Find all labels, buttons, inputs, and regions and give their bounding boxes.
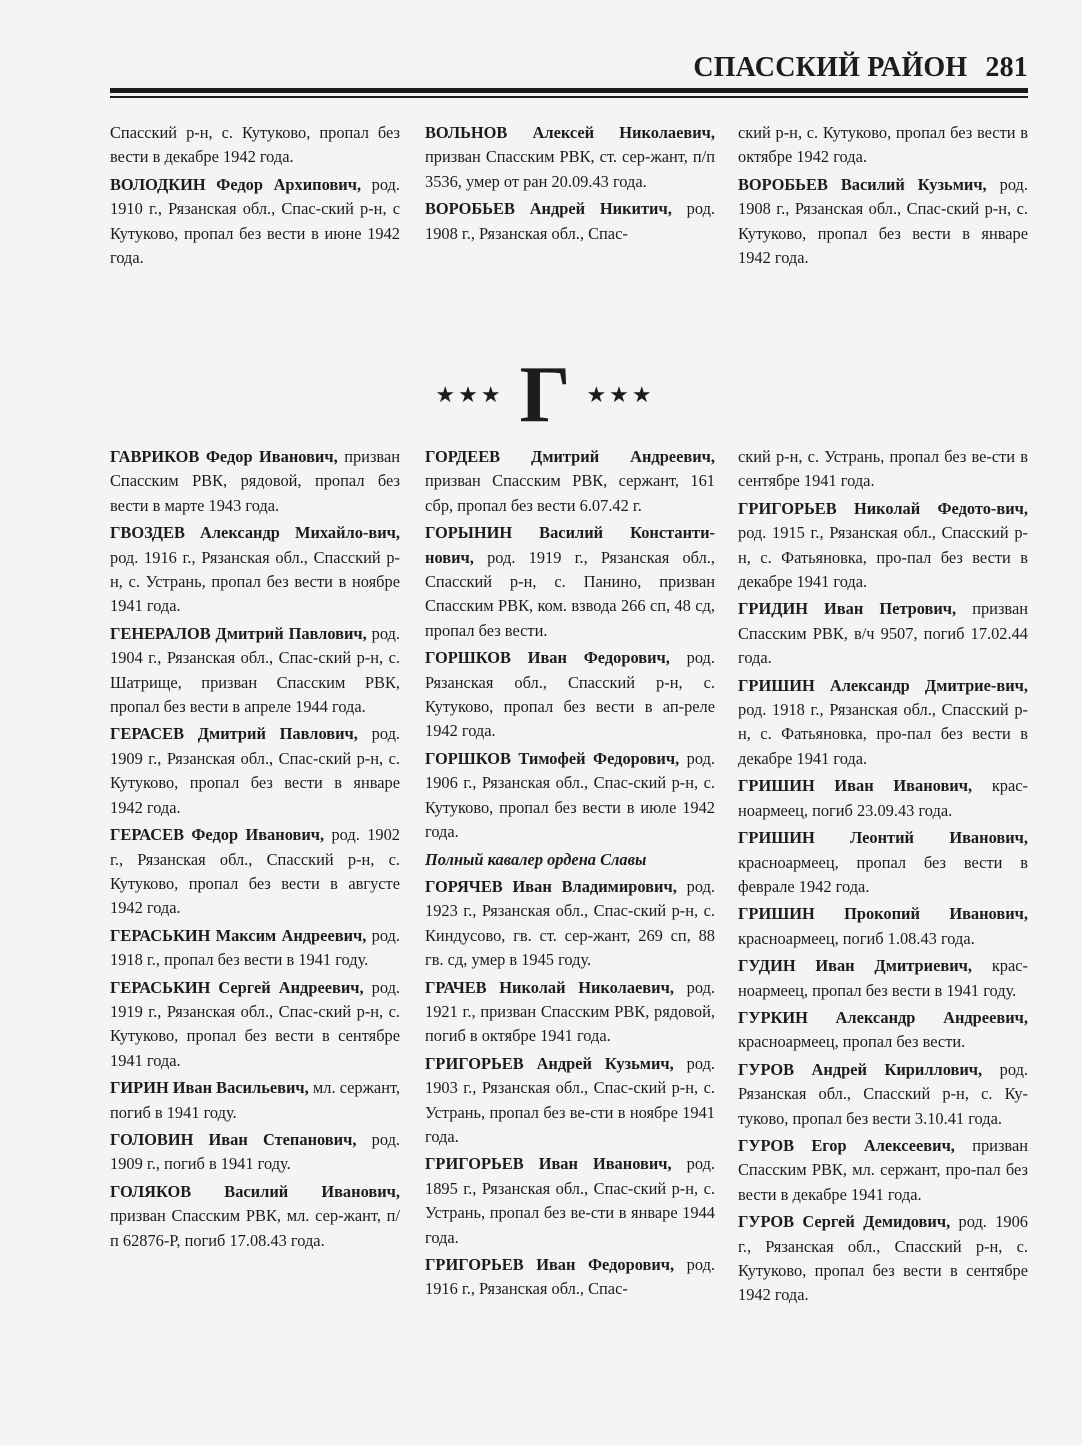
- person-name: ГРИГОРЬЕВ Николай Федото-вич,: [738, 498, 1028, 518]
- person-name: ВОРОБЬЕВ Андрей Никитич,: [425, 199, 672, 219]
- person-name: ГИРИН Иван Васильевич,: [110, 1078, 309, 1098]
- person-name: ГЕРАСЬКИН Максим Андреевич,: [110, 925, 367, 945]
- person-name: ГРИШИН Леонтий Иванович,: [738, 828, 1028, 848]
- person-name: ГОЛЯКОВ Василий Иванович,: [110, 1181, 400, 1201]
- person-entry: [425, 747, 715, 845]
- person-name: ГРИШИН Александр Дмитрие-вич,: [738, 675, 1028, 695]
- person-entry: [738, 1134, 1028, 1207]
- person-details: род. 1895 г., Рязанская обл., Спас-ский р-н, с. Устрань, пропал без ве-сти в январе 1944 года.: [425, 1154, 715, 1247]
- person-entry: [110, 1128, 400, 1177]
- person-entry: [425, 197, 715, 246]
- person-entry: [738, 497, 1028, 595]
- person-entry: [425, 976, 715, 1049]
- person-details: род. 1908 г., Рязанская обл., Спас-ский р-н, с. Кутуково, пропал без вести в январе 1942 года.: [738, 174, 1028, 268]
- person-name: ГРИШИН Иван Иванович,: [738, 776, 973, 796]
- person-entry: [738, 173, 1028, 271]
- person-entry: [738, 826, 1028, 899]
- person-details: Спасский р-н, с. Кутуково, пропал без вести в декабре 1942 года.: [110, 123, 400, 167]
- award-subheading: Полный кавалер ордена Славы: [425, 849, 647, 869]
- person-details: призван Спасским РВК, ст. сер-жант, п/п 3536, умер от ран 20.09.43 года.: [425, 147, 715, 191]
- person-details: род. 1903 г., Рязанская обл., Спас-ский р-н, с. Устрань, пропал без ве-сти в ноябре 1941 года.: [425, 1053, 715, 1146]
- person-entry: [110, 722, 400, 820]
- person-details: крас-ноармеец, погиб 23.09.43 года.: [738, 776, 1028, 820]
- person-details: род. 1919 г., Рязанская обл., Спас-ский р-н, с. Кутуково, пропал без вести в сентябре 1941 года.: [110, 977, 401, 1070]
- person-entry: [738, 1210, 1028, 1308]
- person-entry: [425, 646, 715, 744]
- person-details: род. Рязанская обл., Спасский р-н, с. Ку-туково, пропал без вести 3.10.41 года.: [738, 1059, 1028, 1128]
- top-column-2: [425, 121, 715, 249]
- person-name: ГОРЫНИН Василий Константи-нович,: [425, 523, 715, 567]
- person-name: ГРАЧЕВ Николай Николаевич,: [425, 977, 674, 997]
- person-name: ГАВРИКОВ Федор Иванович,: [110, 447, 338, 466]
- person-name: ВОЛОДКИН Федор Архипович,: [110, 174, 362, 194]
- person-name: ГОРШКОВ Тимофей Федорович,: [425, 748, 680, 768]
- person-details: призван Спасским РВК, рядовой, пропал без вести в марте 1943 года.: [110, 447, 400, 515]
- top-column-1: [110, 121, 400, 273]
- person-details: род. 1909 г., погиб в 1941 году.: [110, 1129, 401, 1174]
- person-name: ГОЛОВИН Иван Степанович,: [110, 1129, 357, 1149]
- person-details: призван Спасским РВК, сержант, 161 сбр, пропал без вести 6.07.42 г.: [425, 471, 715, 515]
- person-details: род. 1906 г., Рязанская обл., Спасский р-н, с. Кутуково, пропал без вести в сентябре 1942 года.: [738, 1212, 1028, 1305]
- person-name: ВОРОБЬЕВ Василий Кузьмич,: [738, 174, 987, 194]
- person-name: ГУРОВ Сергей Демидович,: [738, 1212, 951, 1232]
- person-entry: [425, 445, 715, 518]
- person-entry: [738, 1058, 1028, 1131]
- column-1: [110, 445, 400, 1256]
- person-entry: [110, 445, 400, 518]
- person-name: ГЕРАСЬКИН Сергей Андреевич,: [110, 977, 364, 997]
- person-details: род. 1916 г., Рязанская обл., Спасский р-н, с. Устрань, пропал без вести в ноябре 1941 года.: [110, 547, 400, 616]
- person-details: ский р-н, с. Кутуково, пропал без вести в октябре 1942 года.: [738, 123, 1028, 167]
- person-details: род. 1909 г., Рязанская обл., Спас-ский р-н, с. Кутуково, пропал без вести в январе 1942 года.: [110, 724, 400, 817]
- person-entry: [738, 954, 1028, 1003]
- person-name: ГРИШИН Прокопий Иванович,: [738, 904, 1028, 924]
- person-entry: [425, 521, 715, 643]
- person-entry: [110, 924, 400, 973]
- person-details: род. 1918 г., Рязанская обл., Спасский р-н, с. Фатьяновка, про-пал без вести в декабре 1941 года.: [738, 700, 1028, 768]
- person-entry: [425, 1253, 715, 1302]
- person-entry: [425, 1152, 715, 1250]
- person-details: крас-ноармеец, пропал без вести в 1941 году.: [738, 956, 1028, 1000]
- person-entry: [738, 902, 1028, 951]
- person-name: ГРИДИН Иван Петрович,: [738, 599, 957, 619]
- person-details: мл. сержант, погиб в 1941 году.: [110, 1078, 400, 1122]
- person-details: род. 1904 г., Рязанская обл., Спас-ский р-н, с. Шатрище, призван Спасским РВК, пропал без вести в апреле 1944 года.: [110, 623, 400, 717]
- person-details: род. 1916 г., Рязанская обл., Спас-: [425, 1255, 715, 1299]
- column-2: [425, 445, 715, 1305]
- person-details: род. 1906 г., Рязанская обл., Спас-ский р-н, с. Кутуково, пропал без вести в июле 1942 года.: [425, 748, 715, 842]
- person-name: ГРИГОРЬЕВ Андрей Кузьмич,: [425, 1053, 674, 1073]
- person-name: ГЕНЕРАЛОВ Дмитрий Павлович,: [110, 623, 367, 643]
- person-name: ГУДИН Иван Дмитриевич,: [738, 956, 973, 976]
- person-details: красноармеец, погиб 1.08.43 года.: [738, 928, 975, 948]
- person-name: ГУРОВ Андрей Кириллович,: [738, 1059, 983, 1079]
- person-details: род. 1902 г., Рязанская обл., Спасский р-н, с. Кутуково, пропал без вести в августе 1942 года.: [110, 825, 400, 918]
- person-entry: [110, 823, 400, 921]
- person-entry: [738, 674, 1028, 772]
- person-entry: [110, 976, 400, 1074]
- header-rule-thick: [110, 88, 1028, 93]
- person-name: ГУРОВ Егор Алексеевич,: [738, 1135, 955, 1155]
- stars-left-icon: ★★★: [435, 382, 504, 407]
- person-entry: [425, 875, 715, 973]
- person-details: род. Рязанская обл., Спасский р-н, с. Кутуково, пропал без вести в ап-реле 1942 года.: [425, 648, 715, 741]
- person-name: ВОЛЬНОВ Алексей Николаевич,: [425, 123, 715, 142]
- person-name: ГВОЗДЕВ Александр Михайло-вич,: [110, 523, 400, 543]
- section-letter: Г: [519, 351, 571, 439]
- person-details: род. 1919 г., Рязанская обл., Спасский р-н, с. Панино, призван Спасским РВК, ком. взвода 266 сп, 48 сд, пропал без вести.: [425, 547, 715, 640]
- stars-right-icon: ★★★: [586, 382, 655, 407]
- running-header: [110, 48, 1028, 88]
- person-details: род. 1910 г., Рязанская обл., Спас-ский р-н, с Кутуково, пропал без вести в июне 1942 года.: [110, 174, 400, 268]
- person-entry: [110, 1076, 400, 1125]
- person-name: ГЕРАСЕВ Дмитрий Павлович,: [110, 724, 358, 744]
- person-details: род. 1908 г., Рязанская обл., Спас-: [425, 199, 716, 243]
- person-details: призван Спасским РВК, в/ч 9507, погиб 17.02.44 года.: [738, 599, 1028, 668]
- person-entry: [110, 1180, 400, 1253]
- person-details: красноармеец, пропал без вести.: [738, 1032, 966, 1052]
- person-entry: [425, 1052, 715, 1150]
- person-name: ГОРШКОВ Иван Федорович,: [425, 648, 670, 668]
- person-details: род. 1915 г., Рязанская обл., Спасский р-н, с. Фатьяновка, про-пал без вести в декабре 1941 года.: [738, 523, 1028, 592]
- person-entry: [425, 121, 715, 194]
- person-details: призван Спасским РВК, мл. сер-жант, п/п 62876-Р, погиб 17.08.43 года.: [110, 1206, 400, 1250]
- header-rule-thin: [110, 96, 1028, 98]
- person-details: призван Спасским РВК, мл. сержант, про-пал без вести в декабре 1941 года.: [738, 1135, 1028, 1204]
- person-details: род. 1921 г., призван Спасским РВК, рядовой, погиб в октябре 1941 года.: [425, 977, 715, 1046]
- page-number: 281: [985, 52, 1028, 83]
- top-column-3: [738, 121, 1028, 273]
- person-entry: [110, 622, 400, 720]
- person-entry: [110, 121, 400, 170]
- person-entry: [110, 173, 400, 271]
- person-entry: [738, 597, 1028, 670]
- person-name: ГЕРАСЕВ Федор Иванович,: [110, 825, 325, 845]
- person-entry: [738, 121, 1028, 170]
- person-name: ГУРКИН Александр Андреевич,: [738, 1007, 1028, 1027]
- column-3: [738, 445, 1028, 1311]
- section-title: СПАССКИЙ РАЙОН: [693, 52, 968, 83]
- person-entry: [738, 774, 1028, 823]
- person-details: род. 1918 г., пропал без вести в 1941 году.: [110, 925, 400, 970]
- person-details: род. 1923 г., Рязанская обл., Спас-ский р-н, с. Киндусово, гв. ст. сер-жант, 269 сп, 88 гв. сд, умер в 1945 году.: [425, 876, 715, 970]
- person-entry: [738, 445, 1028, 494]
- person-name: ГРИГОРЬЕВ Иван Иванович,: [425, 1154, 672, 1174]
- person-entry: [110, 521, 400, 619]
- person-name: ГРИГОРЬЕВ Иван Федорович,: [425, 1255, 675, 1274]
- person-name: ГОРДЕЕВ Дмитрий Андреевич,: [425, 447, 715, 466]
- person-details: красноармеец, пропал без вести в феврале 1942 года.: [738, 852, 1028, 896]
- person-details: ский р-н, с. Устрань, пропал без ве-сти в сентябре 1941 года.: [738, 447, 1028, 491]
- person-name: ГОРЯЧЕВ Иван Владимирович,: [425, 876, 677, 896]
- person-entry: [738, 1006, 1028, 1055]
- letter-heading: [380, 350, 710, 440]
